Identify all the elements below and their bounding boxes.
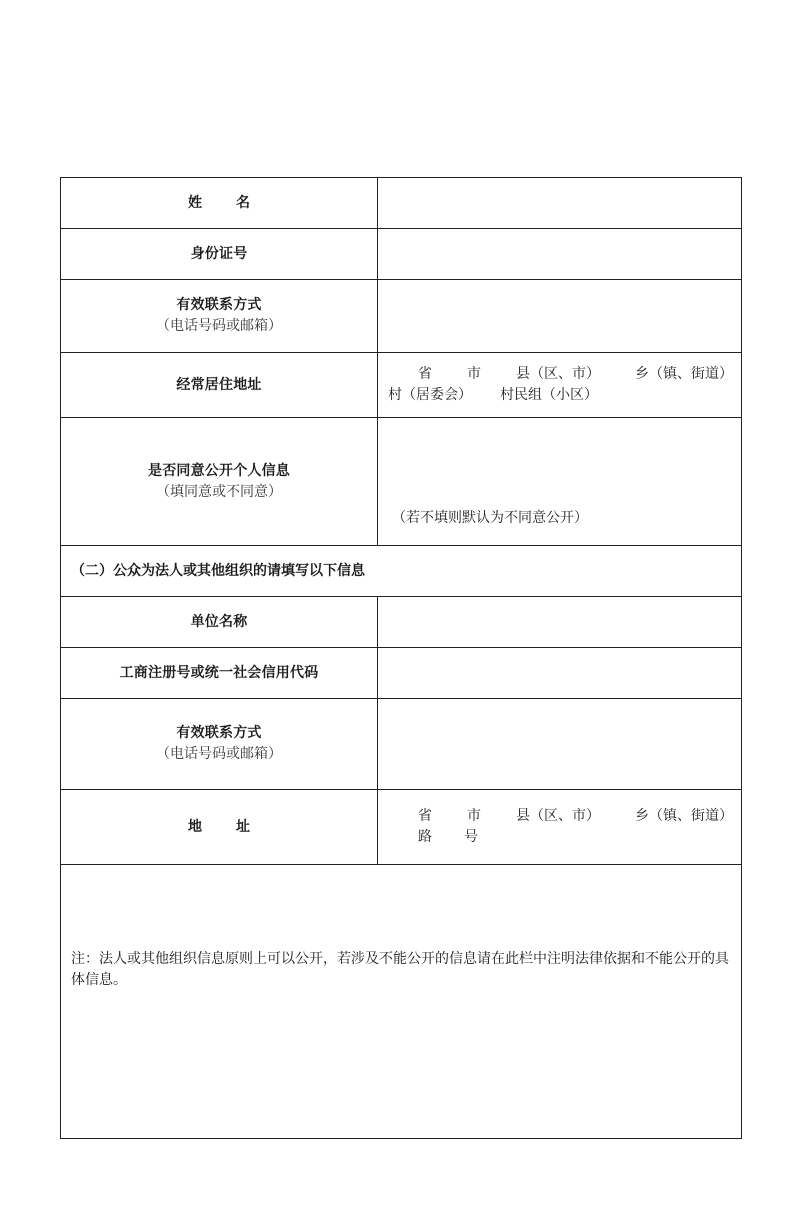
row-residence	[61, 353, 742, 418]
consent-default-note: （若不填则默认为不同意公开）	[392, 510, 588, 526]
residence-field[interactable]	[378, 353, 742, 418]
unit-label-cell	[61, 597, 378, 648]
residence-label: 经常居住地址	[176, 376, 262, 393]
unit-name-field[interactable]	[378, 597, 742, 648]
registration-label: 工商注册号或统一社会信用代码	[119, 664, 319, 681]
org-addr-number: 号	[464, 829, 478, 845]
addr-province: 省	[418, 366, 432, 382]
note-text: 注：法人或其他组织信息原则上可以公开，若涉及不能公开的信息请在此栏中注明法律依据和不能公开的具体信息。	[71, 951, 729, 988]
row-unit-name	[61, 597, 742, 648]
name-label-cell	[61, 178, 378, 229]
application-form-table	[60, 177, 742, 1139]
org-contact-label: 有效联系方式	[176, 725, 262, 741]
registration-field[interactable]	[378, 648, 742, 699]
name-label: 姓名	[188, 194, 284, 211]
addr-group: 村民组（小区）	[500, 387, 598, 403]
org-contact-label-cell	[61, 699, 378, 790]
consent-label: 是否同意公开个人信息	[148, 462, 290, 479]
row-org-contact	[61, 699, 742, 790]
row-note	[61, 865, 742, 1139]
registration-label-cell	[61, 648, 378, 699]
org-address-field[interactable]	[378, 790, 742, 865]
contact-label: 有效联系方式	[176, 297, 262, 313]
addr-county: 县（区、市）	[516, 366, 600, 382]
consent-label-cell	[61, 418, 378, 546]
name-field[interactable]	[378, 178, 742, 229]
id-number-label: 身份证号	[190, 245, 248, 262]
org-addr-province: 省	[418, 808, 432, 824]
org-addr-township: 乡（镇、街道）	[635, 808, 733, 824]
org-address-label-cell	[61, 790, 378, 865]
org-contact-field[interactable]	[378, 699, 742, 790]
section-2-title: （二）公众为法人或其他组织的请填写以下信息	[61, 546, 742, 597]
row-section-2	[61, 546, 742, 597]
org-address-line-2	[388, 827, 733, 848]
addr-township: 乡（镇、街道）	[635, 366, 733, 382]
residence-line-2	[388, 385, 733, 406]
row-registration	[61, 648, 742, 699]
org-addr-county: 县（区、市）	[516, 808, 600, 824]
residence-line-1	[388, 364, 733, 385]
org-address-label: 地址	[188, 818, 284, 835]
unit-name-label: 单位名称	[190, 613, 248, 630]
id-label-cell	[61, 229, 378, 280]
row-org-address	[61, 790, 742, 865]
contact-label-cell	[61, 280, 378, 353]
row-contact	[61, 280, 742, 353]
org-contact-sublabel: （电话号码或邮箱）	[156, 746, 282, 762]
org-addr-road: 路	[418, 829, 432, 845]
row-name	[61, 178, 742, 229]
id-number-field[interactable]	[378, 229, 742, 280]
contact-field[interactable]	[378, 280, 742, 353]
org-address-line-1	[388, 806, 733, 827]
consent-sublabel: （填同意或不同意）	[156, 483, 282, 500]
contact-sublabel: （电话号码或邮箱）	[156, 318, 282, 334]
residence-label-cell	[61, 353, 378, 418]
consent-field[interactable]	[378, 418, 742, 546]
row-id-number	[61, 229, 742, 280]
addr-village: 村（居委会）	[388, 387, 472, 403]
org-addr-city: 市	[467, 808, 481, 824]
addr-city: 市	[467, 366, 481, 382]
note-cell[interactable]	[61, 865, 742, 1139]
row-consent	[61, 418, 742, 546]
